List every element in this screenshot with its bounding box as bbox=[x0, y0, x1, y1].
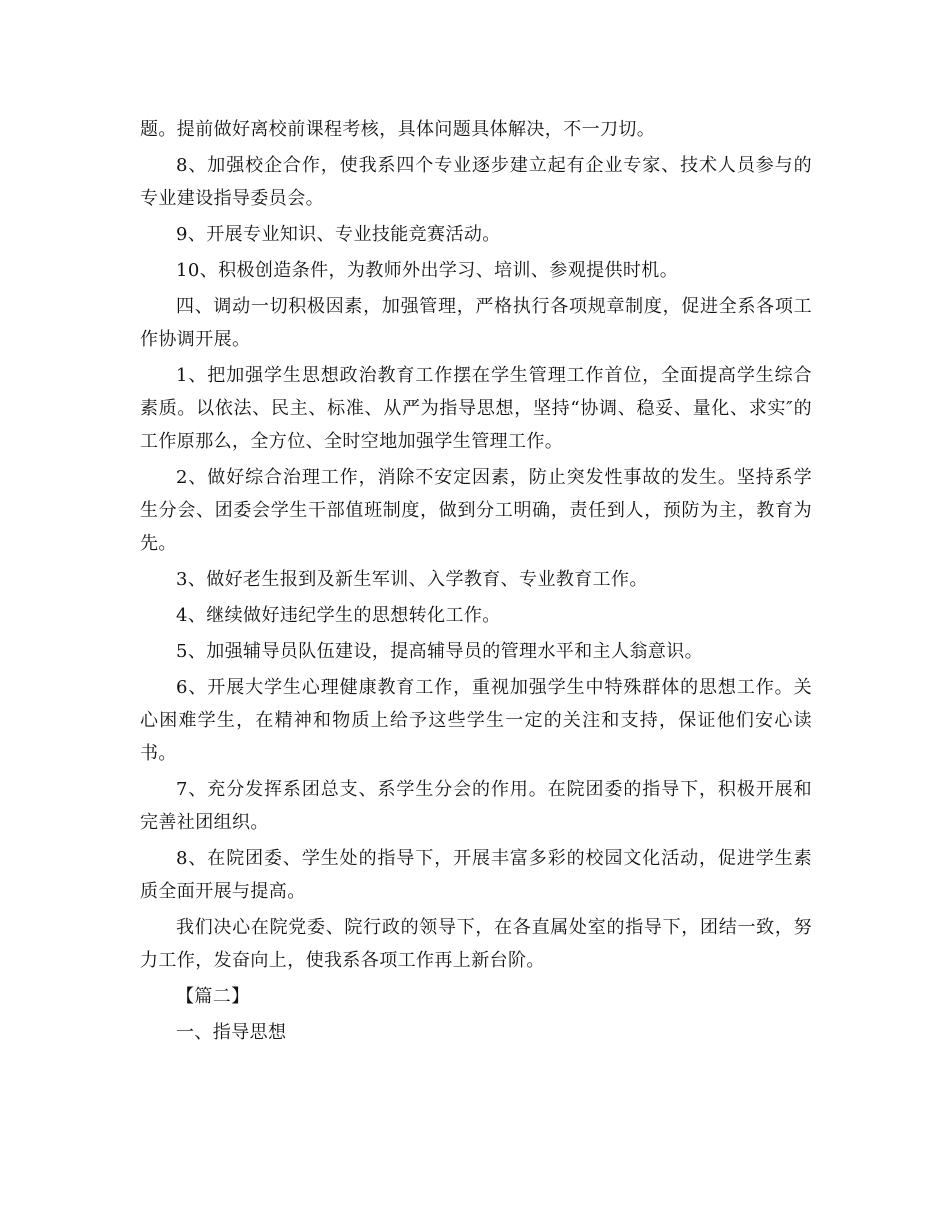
paragraph: 我们决心在院党委、院行政的领导下，在各直属处室的指导下，团结一致，努力工作，发奋向上，使我系各项工作再上新台阶。 bbox=[140, 917, 812, 971]
part-title: 【篇二】 bbox=[176, 986, 250, 1007]
paragraph: 8、加强校企合作，使我系四个专业逐步建立起有企业专家、技术人员参与的专业建设指导委员会。 bbox=[140, 155, 812, 209]
paragraph: 1、把加强学生思想政治教育工作摆在学生管理工作首位，全面提高学生综合素质。以依法、民主、标准、从严为指导思想，坚持“协调、稳妥、量化、求实″的工作原那么，全方位、全时空地加强学生管理工作。 bbox=[140, 365, 812, 452]
paragraph: 5、加强辅导员队伍建设，提高辅导员的管理水平和主人翁意识。 bbox=[176, 641, 704, 662]
paragraph: 8、在院团委、学生处的指导下，开展丰富多彩的校园文化活动，促进学生素质全面开展与提高。 bbox=[140, 848, 812, 902]
paragraph: 3、做好老生报到及新生军训、入学教育、专业教育工作。 bbox=[176, 569, 648, 590]
paragraph: 7、充分发挥系团总支、系学生分会的作用。在院团委的指导下，积极开展和完善社团组织。 bbox=[140, 779, 812, 833]
section-heading: 一、指导思想 bbox=[176, 1022, 287, 1043]
paragraph: 9、开展专业知识、专业技能竞赛活动。 bbox=[176, 224, 501, 245]
paragraph: 10、积极创造条件，为教师外出学习、培训、参观提供时机。 bbox=[176, 260, 679, 281]
section-heading: 四、调动一切积极因素，加强管理，严格执行各项规章制度，促进全系各项工作协调开展。 bbox=[140, 296, 812, 350]
paragraph: 题。提前做好离校前课程考核，具体问题具体解决，不一刀切。 bbox=[140, 119, 656, 140]
document-body bbox=[140, 113, 812, 1052]
paragraph: 2、做好综合治理工作，消除不安定因素，防止突发性事故的发生。坚持系学生分会、团委会学生干部值班制度，做到分工明确，责任到人，预防为主，教育为先。 bbox=[140, 467, 812, 554]
paragraph: 4、继续做好违纪学生的思想转化工作。 bbox=[176, 605, 501, 626]
paragraph: 6、开展大学生心理健康教育工作，重视加强学生中特殊群体的思想工作。关心困难学生，在精神和物质上给予这些学生一定的关注和支持，保证他们安心读书。 bbox=[140, 677, 812, 764]
